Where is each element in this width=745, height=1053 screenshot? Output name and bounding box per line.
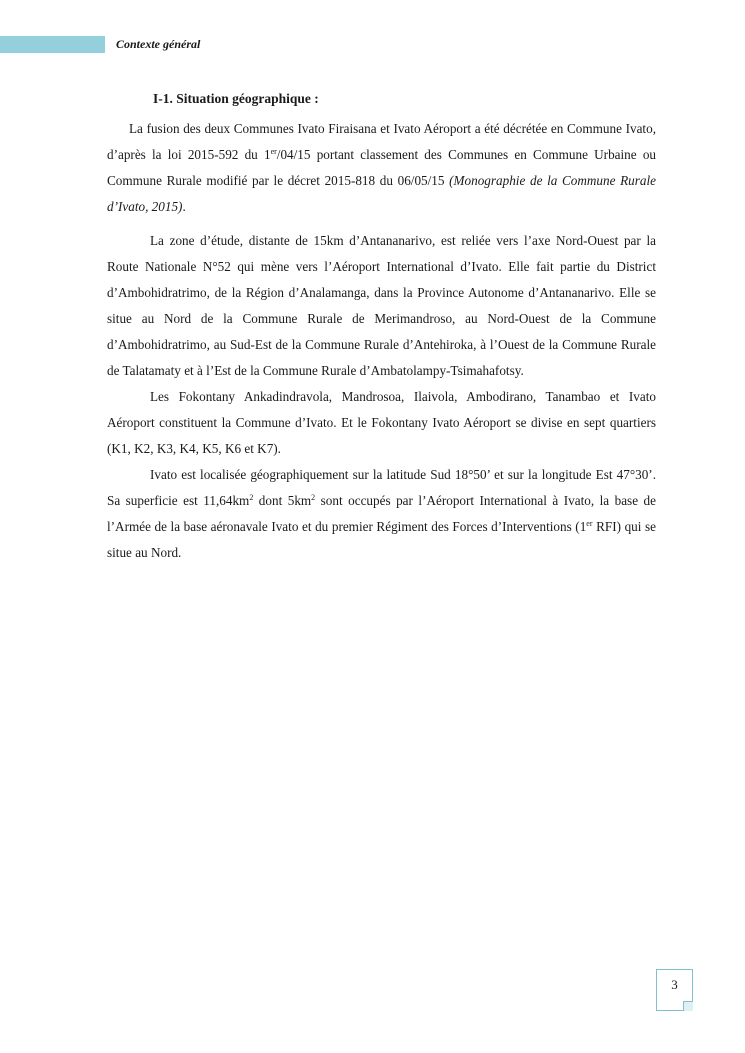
paragraph-text: La fusion des deux Communes Ivato Firaisana et Ivato Aéroport a été décrétée en Commune Ivato, d’après la loi 2015-592 du 1 (107, 121, 656, 162)
paragraph-text: sont occupés par l’Aéroport International à Ivato, la base de l’Armée de la base aéronavale Ivato et du premier Régiment des Forces d’Interventions (1 (107, 493, 656, 534)
paragraph-coordinates (107, 462, 656, 566)
section-heading: I-1. Situation géographique : (153, 91, 319, 106)
header-accent-bar (0, 36, 105, 53)
paragraph-location: La zone d’étude, distante de 15km d’Antananarivo, est reliée vers l’axe Nord-Ouest par la Route Nationale N°52 qui mène vers l’Aéroport International d’Ivato. Elle fait partie du District d’Ambohidratrimo, de la Région d’Analamanga, dans la Province Autonome d’Antananarivo. Elle se situe au Nord de la Commune Rurale de Merimandroso, au Nord-Ouest de la Commune d’Ambohidratrimo, au Sud-Est de la Commune Rurale d’Antehiroka, à l’Ouest de la Commune Rurale de Talatamaty et à l’Est de la Commune Rurale d’Ambatolampy-Tsimahafotsy. (107, 233, 656, 378)
superscript: er (586, 519, 593, 528)
superscript: er (270, 147, 277, 156)
paragraph-text: Ivato est localisée géographiquement sur la latitude Sud 18°50’ et sur la longitude Est 47°30’. Sa superficie est 11,64km (107, 467, 656, 508)
paragraph-text: RFI) qui se situe au Nord. (107, 519, 656, 560)
superscript: 2 (311, 493, 316, 502)
paragraph-fusion (107, 116, 656, 220)
header-title: Contexte général (116, 37, 201, 51)
citation: (Monographie de la Commune Rurale d’Ivato, 2015) (107, 173, 656, 214)
superscript: 2 (249, 493, 254, 502)
paragraph-text: . (182, 199, 186, 214)
page-corner-fold (683, 1001, 693, 1011)
paragraph-text: /04/15 portant classement des Communes en Commune Urbaine ou Commune Rurale modifié par le décret 2015-818 du 06/05/15 (107, 147, 657, 188)
document-body (107, 86, 656, 566)
page-number: 3 (671, 977, 678, 992)
paragraph-fokontany: Les Fokontany Ankadindravola, Mandrosoa, Ilaivola, Ambodirano, Tanambao et Ivato Aéroport constituent la Commune d’Ivato. Et le Fokontany Ivato Aéroport se divise en sept quartiers (K1, K2, K3, K4, K5, K6 et K7). (107, 389, 656, 456)
paragraph-text: dont 5km (253, 493, 312, 508)
